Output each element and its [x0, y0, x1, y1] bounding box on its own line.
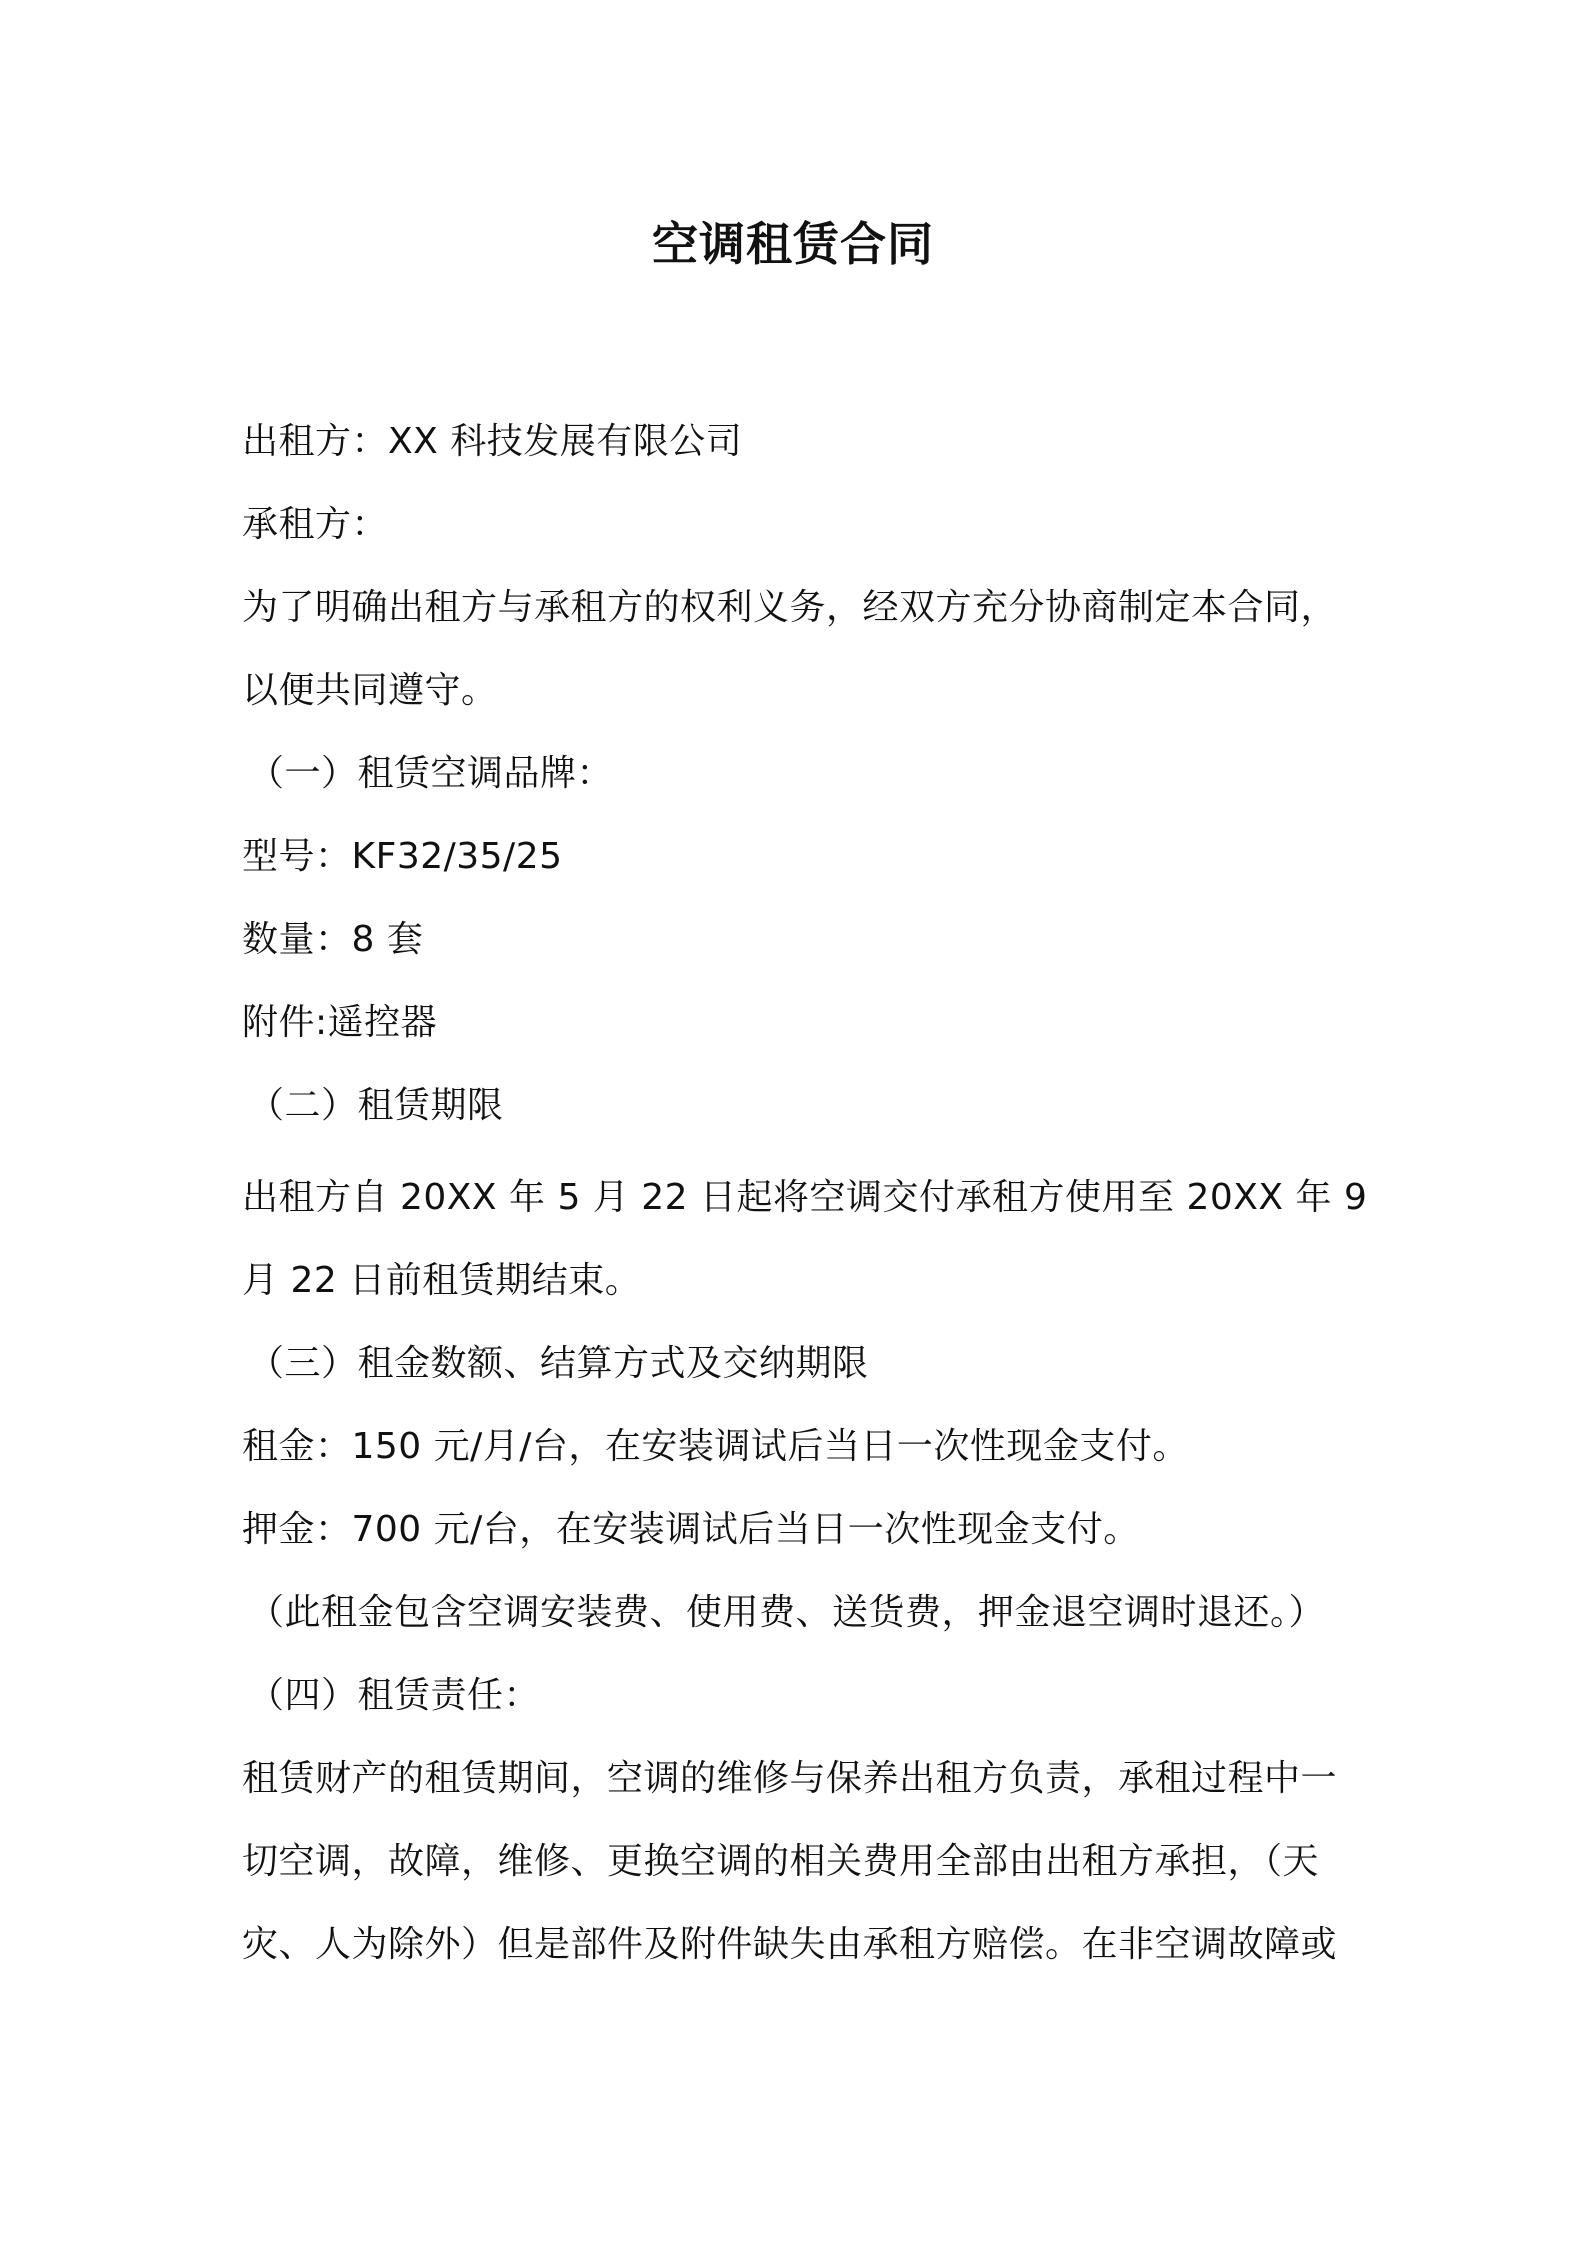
- section-1-heading: （一）租赁空调品牌：: [248, 753, 614, 794]
- document-title: 空调租赁合同: [652, 217, 934, 271]
- accessory-line: 附件:遥控器: [242, 1002, 438, 1043]
- liability-line-1: 租赁财产的租赁期间，空调的维修与保养出租方负责，承租过程中一: [242, 1758, 1338, 1799]
- quantity-line: 数量：8 套: [242, 919, 424, 960]
- model-line: 型号：KF32/35/25: [242, 836, 563, 877]
- section-4-heading: （四）租赁责任：: [248, 1675, 541, 1716]
- section-3-heading: （三）租金数额、结算方式及交纳期限: [248, 1343, 869, 1384]
- preamble-line-1: 为了明确出租方与承租方的权利义务，经双方充分协商制定本合同，: [242, 587, 1338, 628]
- lessee-line: 承租方：: [242, 504, 389, 545]
- rent-note-line: （此租金包含空调安装费、使用费、送货费，押金退空调时退还。）: [248, 1592, 1326, 1633]
- rent-line: 租金：150 元/月/台，在安装调试后当日一次性现金支付。: [242, 1426, 1189, 1467]
- liability-line-2: 切空调，故障，维修、更换空调的相关费用全部由出租方承担，（天: [242, 1841, 1320, 1882]
- lessor-line: 出租方：XX 科技发展有限公司: [242, 421, 743, 462]
- section-2-heading: （二）租赁期限: [248, 1085, 504, 1126]
- preamble-line-2: 以便共同遵守。: [242, 670, 498, 711]
- term-line-2: 月 22 日前租赁期结束。: [242, 1260, 642, 1301]
- deposit-line: 押金：700 元/台，在安装调试后当日一次性现金支付。: [242, 1509, 1140, 1550]
- liability-line-3: 灾、人为除外）但是部件及附件缺失由承租方赔偿。在非空调故障或: [242, 1924, 1338, 1965]
- term-line-1: 出租方自 20XX 年 5 月 22 日起将空调交付承租方使用至 20XX 年 9: [242, 1177, 1368, 1218]
